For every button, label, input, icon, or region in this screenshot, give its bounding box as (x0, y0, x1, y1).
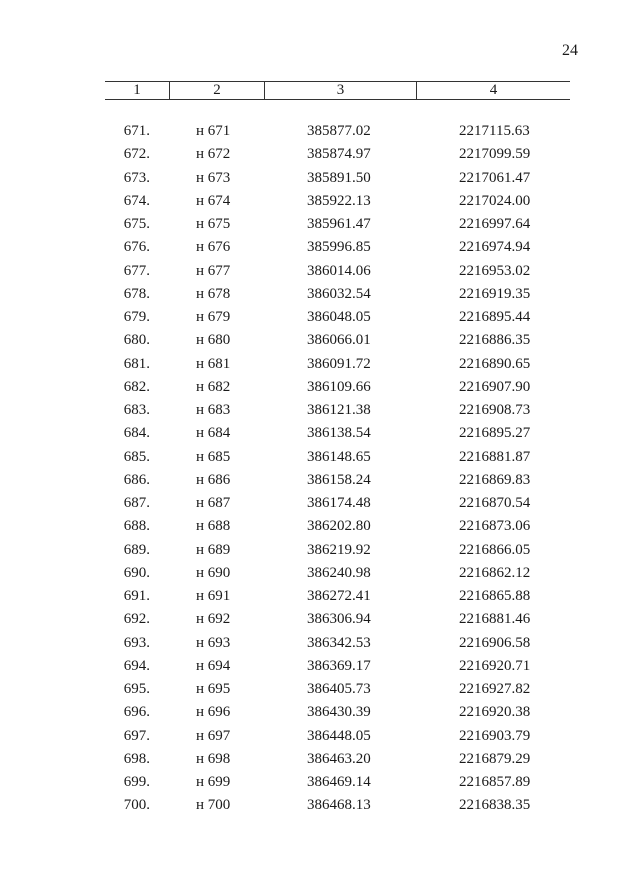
point-name: н 673 (196, 169, 231, 186)
point-name: н 678 (196, 285, 231, 302)
table-row (105, 748, 575, 771)
coordinate-y: 2216895.27 (459, 425, 531, 442)
row-number: 696. (123, 704, 150, 721)
coordinate-x: 386430.39 (307, 704, 371, 721)
coordinate-y: 2216838.35 (459, 797, 531, 814)
coordinate-x: 385877.02 (307, 123, 371, 139)
point-name: н 689 (196, 541, 231, 558)
coordinate-x: 386202.80 (307, 518, 371, 535)
table-row (105, 678, 575, 701)
table-row (105, 120, 575, 143)
table-row (105, 492, 575, 515)
point-name: н 683 (196, 402, 231, 418)
row-number: 697. (123, 727, 150, 744)
table-row (105, 306, 575, 329)
point-name: н 688 (196, 518, 231, 535)
coordinate-y: 2216879.29 (459, 750, 531, 767)
coordinate-x: 385996.85 (307, 239, 371, 256)
point-name: н 684 (196, 425, 231, 442)
table-row (105, 167, 575, 190)
point-name: н 671 (196, 123, 231, 139)
coordinate-y: 2216953.02 (459, 262, 531, 279)
row-number: 688. (123, 518, 150, 535)
table-row (105, 515, 575, 538)
row-number: 694. (123, 657, 150, 674)
row-number: 683. (123, 402, 150, 418)
table-row (105, 585, 575, 608)
table-row (105, 143, 575, 166)
header-col-2: 2 (169, 82, 264, 99)
point-name: н 691 (196, 588, 231, 604)
table-row (105, 701, 575, 724)
table-row (105, 213, 575, 236)
point-name: н 697 (196, 727, 231, 744)
coordinate-y: 2217099.59 (459, 146, 531, 163)
coordinate-y: 2216881.87 (459, 448, 531, 465)
point-name: н 695 (196, 681, 231, 697)
table-row (105, 469, 575, 492)
table-row (105, 539, 575, 562)
coordinate-y: 2216974.94 (459, 239, 531, 256)
point-name: н 696 (196, 704, 231, 721)
table-row (105, 260, 575, 283)
row-number: 671. (123, 123, 150, 139)
table-row (105, 353, 575, 376)
coordinate-x: 386121.38 (307, 402, 371, 418)
table-row (105, 632, 575, 655)
row-number: 698. (123, 750, 150, 767)
point-name: н 680 (196, 332, 231, 349)
coordinate-x: 386032.54 (307, 285, 371, 302)
row-number: 699. (123, 774, 150, 790)
coordinate-y: 2216903.79 (459, 727, 531, 744)
row-number: 679. (123, 309, 150, 325)
coordinate-y: 2216895.44 (459, 309, 531, 325)
coordinate-x: 386148.65 (307, 448, 371, 465)
row-number: 692. (123, 611, 150, 628)
table-row (105, 725, 575, 748)
point-name: н 687 (196, 495, 231, 511)
coordinate-y: 2216865.88 (459, 588, 531, 604)
table-row (105, 399, 575, 422)
row-number: 682. (123, 378, 150, 395)
row-number: 693. (123, 634, 150, 651)
point-name: н 672 (196, 146, 231, 163)
row-number: 686. (123, 471, 150, 488)
coordinate-y: 2216920.38 (459, 704, 531, 721)
row-number: 687. (123, 495, 150, 511)
coordinate-y: 2216997.64 (459, 216, 531, 232)
point-name: н 674 (196, 192, 231, 209)
coordinate-x: 386109.66 (307, 378, 371, 395)
table-row (105, 771, 575, 794)
coordinate-x: 386158.24 (307, 471, 371, 488)
coordinate-x: 386448.05 (307, 727, 371, 744)
row-number: 677. (123, 262, 150, 279)
table-body (105, 120, 575, 818)
table-row (105, 422, 575, 445)
point-name: н 700 (196, 797, 231, 814)
point-name: н 694 (196, 657, 231, 674)
coordinate-y: 2216908.73 (459, 402, 531, 418)
coordinate-x: 385874.97 (307, 146, 371, 163)
coordinate-y: 2216873.06 (459, 518, 531, 535)
coordinate-y: 2216862.12 (459, 564, 531, 581)
coordinate-y: 2217024.00 (459, 192, 531, 209)
coordinate-x: 386048.05 (307, 309, 371, 325)
row-number: 676. (123, 239, 150, 256)
row-number: 675. (123, 216, 150, 232)
point-name: н 681 (196, 355, 231, 372)
coordinate-y: 2216870.54 (459, 495, 531, 511)
coordinate-y: 2216886.35 (459, 332, 531, 349)
row-number: 681. (123, 355, 150, 372)
coordinate-x: 386014.06 (307, 262, 371, 279)
coordinate-y: 2216919.35 (459, 285, 531, 302)
header-col-4: 4 (416, 82, 570, 99)
coordinate-y: 2216927.82 (459, 681, 531, 697)
point-name: н 685 (196, 448, 231, 465)
row-number: 672. (123, 146, 150, 163)
table-header (105, 81, 570, 100)
point-name: н 690 (196, 564, 231, 581)
coordinate-y: 2216890.65 (459, 355, 531, 372)
row-number: 684. (123, 425, 150, 442)
coordinate-y: 2216857.89 (459, 774, 531, 790)
coordinate-x: 386272.41 (307, 588, 371, 604)
coordinate-y: 2216866.05 (459, 541, 531, 558)
coordinate-x: 386468.13 (307, 797, 371, 814)
table-row (105, 794, 575, 817)
row-number: 673. (123, 169, 150, 186)
coordinate-x: 386219.92 (307, 541, 371, 558)
coordinate-y: 2216907.90 (459, 378, 531, 395)
coordinate-x: 385922.13 (307, 192, 371, 209)
page-number: 24 (562, 42, 578, 59)
row-number: 674. (123, 192, 150, 209)
header-col-3: 3 (264, 82, 416, 99)
coordinate-y: 2216881.46 (459, 611, 531, 628)
table-row (105, 655, 575, 678)
coordinate-x: 386138.54 (307, 425, 371, 442)
row-number: 700. (123, 797, 150, 814)
row-number: 680. (123, 332, 150, 349)
coordinate-x: 386463.20 (307, 750, 371, 767)
row-number: 678. (123, 285, 150, 302)
point-name: н 682 (196, 378, 231, 395)
point-name: н 693 (196, 634, 231, 651)
coordinate-y: 2217061.47 (459, 169, 531, 186)
coordinate-x: 385961.47 (307, 216, 371, 232)
row-number: 685. (123, 448, 150, 465)
point-name: н 675 (196, 216, 231, 232)
point-name: н 692 (196, 611, 231, 628)
point-name: н 698 (196, 750, 231, 767)
point-name: н 676 (196, 239, 231, 256)
table-row (105, 329, 575, 352)
coordinate-x: 386240.98 (307, 564, 371, 581)
row-number: 689. (123, 541, 150, 558)
coordinate-x: 386306.94 (307, 611, 371, 628)
coordinate-x: 386174.48 (307, 495, 371, 511)
point-name: н 679 (196, 309, 231, 325)
table-row (105, 283, 575, 306)
point-name: н 677 (196, 262, 231, 279)
coordinate-x: 386369.17 (307, 657, 371, 674)
point-name: н 699 (196, 774, 231, 790)
coordinate-x: 386342.53 (307, 634, 371, 651)
row-number: 690. (123, 564, 150, 581)
header-col-1: 1 (133, 82, 141, 98)
coordinate-x: 386066.01 (307, 332, 371, 349)
table-row (105, 190, 575, 213)
coordinate-y: 2216906.58 (459, 634, 531, 651)
table-row (105, 562, 575, 585)
coordinate-x: 386469.14 (307, 774, 371, 790)
point-name: н 686 (196, 471, 231, 488)
row-number: 691. (123, 588, 150, 604)
row-number: 695. (123, 681, 150, 697)
coordinate-x: 385891.50 (307, 169, 371, 186)
coordinate-y: 2216869.83 (459, 471, 531, 488)
coordinate-y: 2217115.63 (459, 123, 530, 139)
table-row (105, 446, 575, 469)
coordinate-x: 386091.72 (307, 355, 371, 372)
coordinate-y: 2216920.71 (459, 657, 531, 674)
table-row (105, 376, 575, 399)
table-row (105, 236, 575, 259)
coordinate-x: 386405.73 (307, 681, 371, 697)
table-row (105, 608, 575, 631)
